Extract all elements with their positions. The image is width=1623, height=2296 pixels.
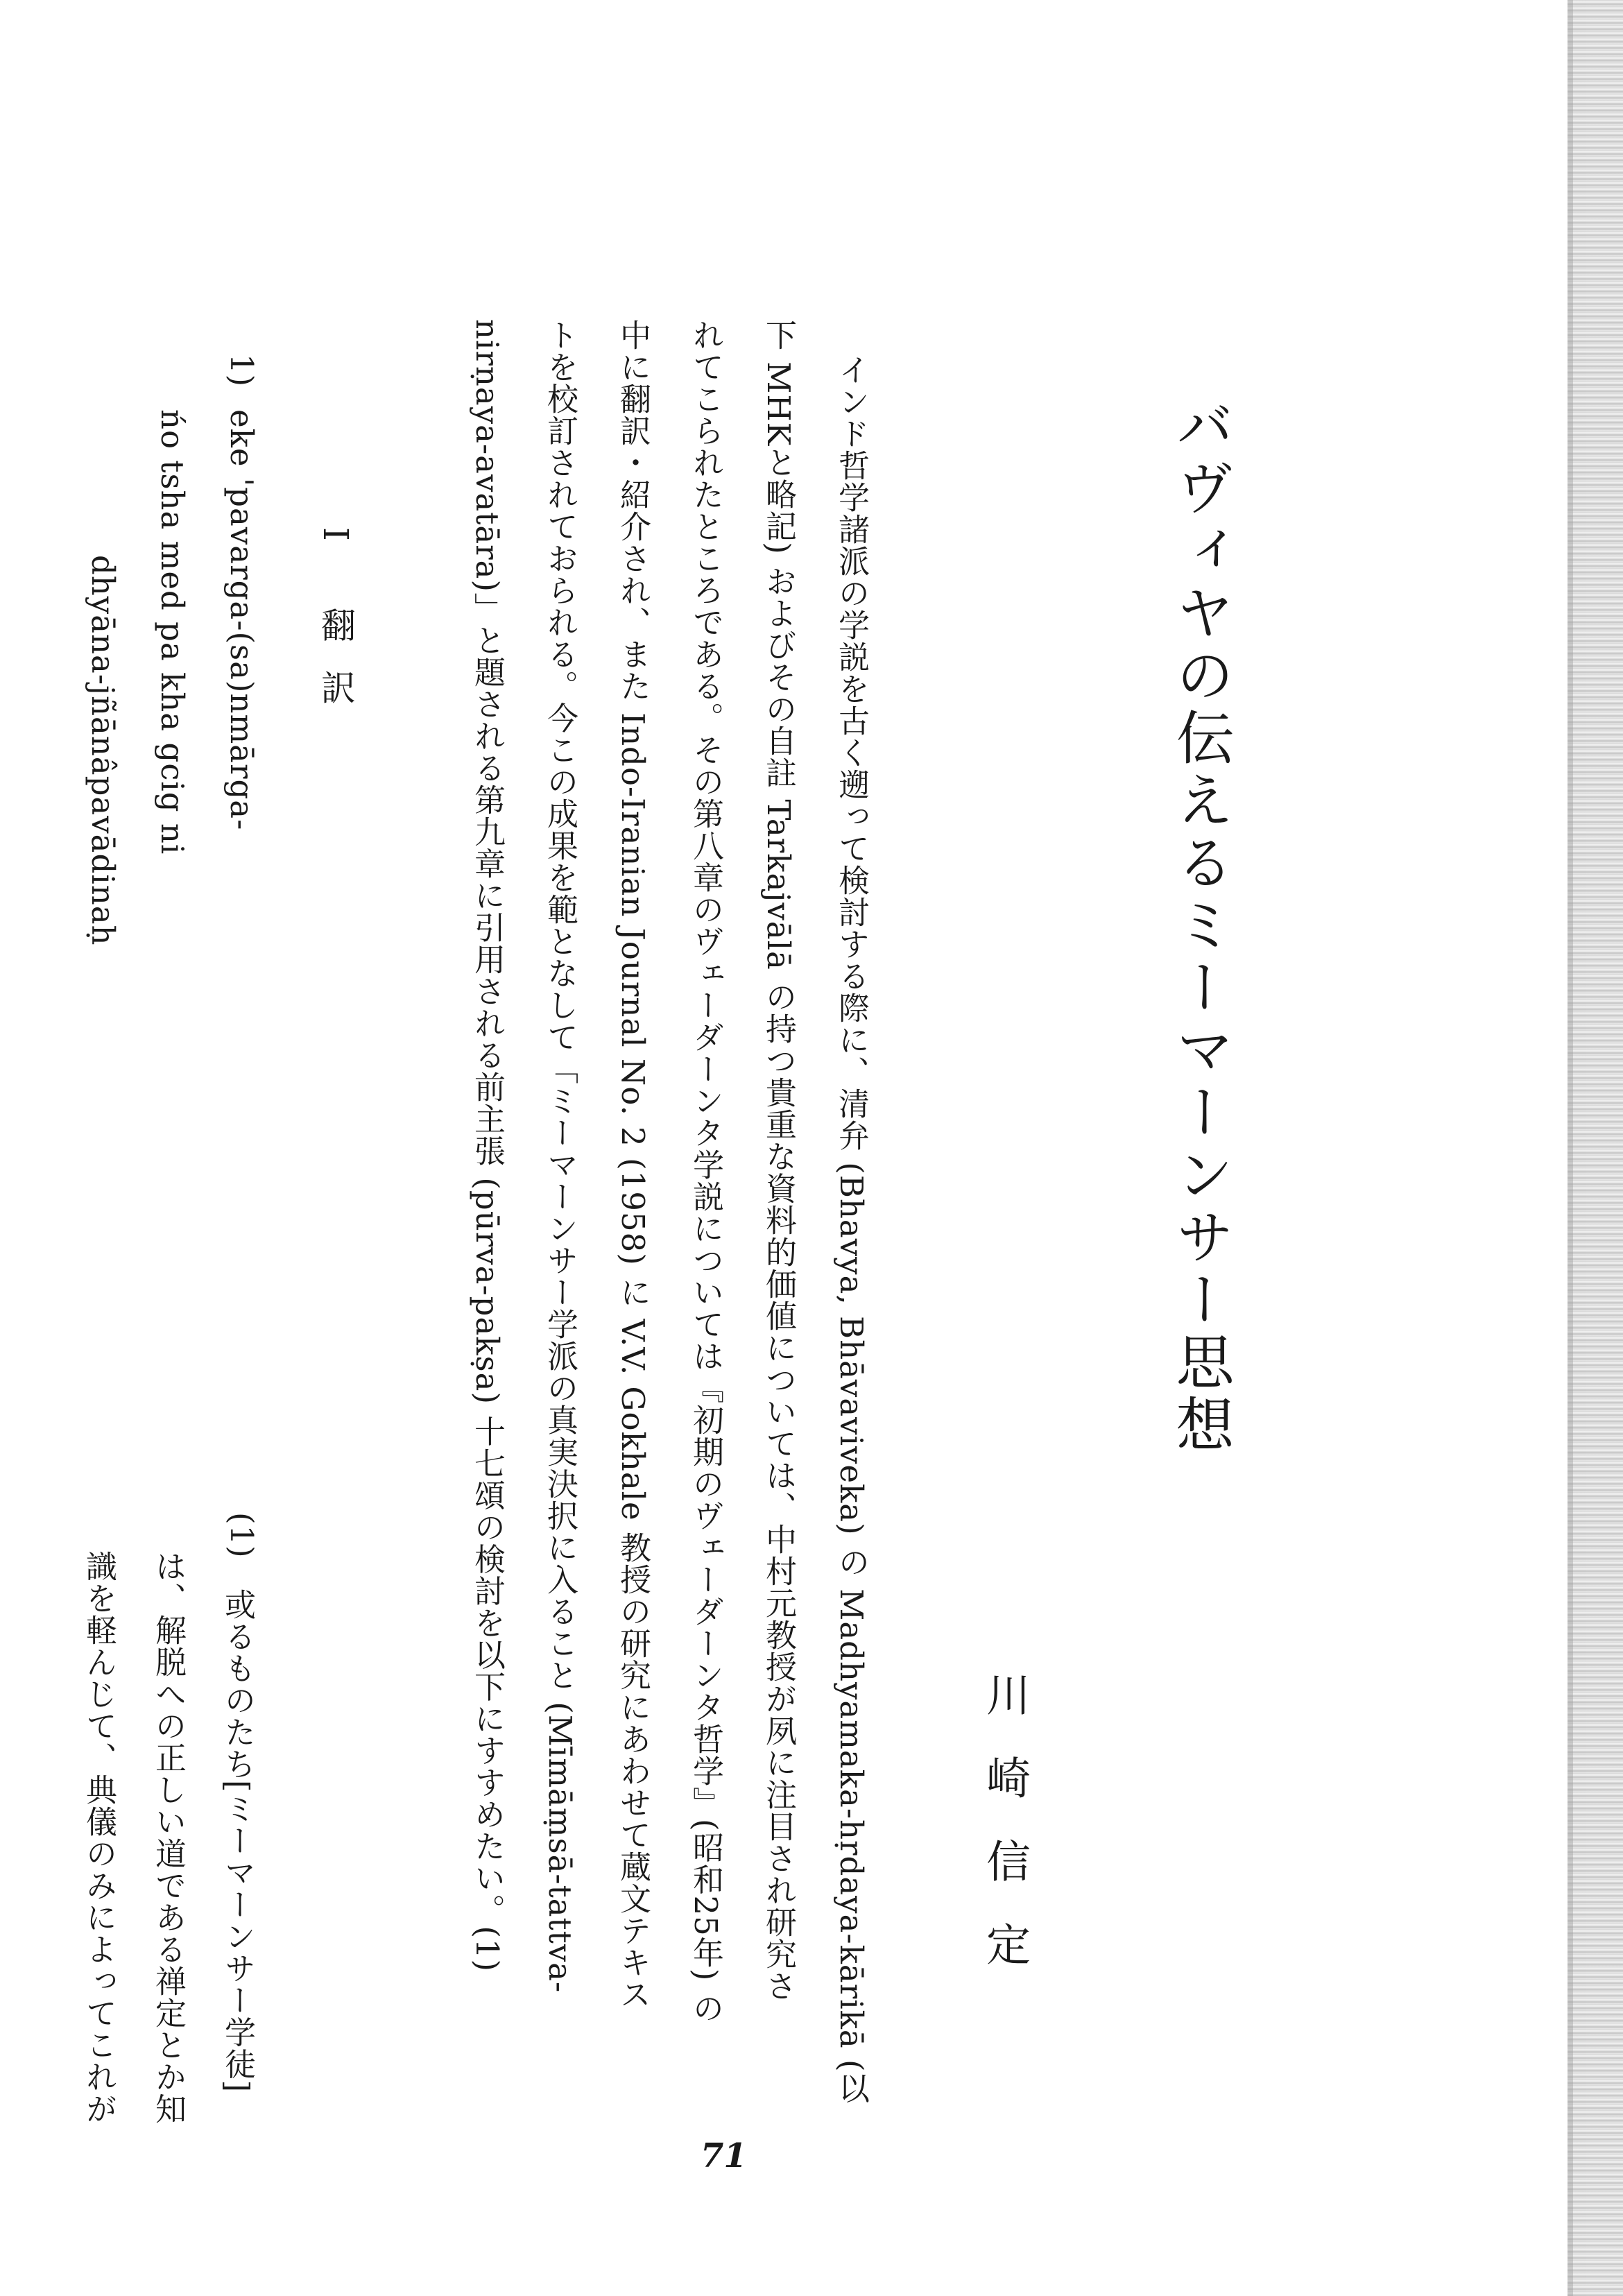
- intro-column-1: インド哲学諸派の学説を古く遡って検討する際に、清弁 (Bhavya, Bhāvaviveka) の Madhyamaka-hṛdaya-kārikā (以: [833, 354, 870, 2105]
- intro-column-5: トを校訂されておられる。今この成果を範となして「ミーマーンサー学派の真実決択に入ること (Mīmāṃsā-tattva-: [542, 319, 578, 1994]
- author-name: 川崎信定: [979, 1672, 1030, 2005]
- scan-binding-edge: [1568, 0, 1623, 2296]
- translation-line-3: 識を軽んじて、典儀のみによってこれが: [80, 1550, 117, 2125]
- verse-sanskrit-line-2: dhyāna-jñānâpavādinaḥ: [85, 555, 121, 946]
- translation-line-2: は、解脱への正しい道である禅定とか知: [150, 1550, 187, 2125]
- intro-column-6: nirṇaya-avatāra)」と題される第九章に引用される前主張 (pūrva-pakṣa) 十七頌の検討を以下にすすめたい。(1): [469, 319, 506, 1973]
- intro-column-2: 下 MHKと略記) およびその自註 Tarkajvālā の持つ貴重な資料的価値については、中村元教授が夙に注目され研究さ: [760, 319, 797, 2003]
- verse-number: 1): [223, 354, 260, 388]
- section-heading: I 翻訳: [316, 527, 356, 733]
- verse-sanskrit-line-1: eke 'pavarga-(sa)nmārga-: [223, 409, 260, 831]
- verse-tibetan-line: ńo tsha med pa kha gcig ni: [154, 409, 191, 855]
- page-number: 71: [701, 2136, 747, 2175]
- translation-line-1: 或るものたち[ミーマーンサー学徒]: [219, 1588, 256, 2093]
- paper-title: バヴィヤの伝えるミーマーンサー思想: [1167, 395, 1235, 1457]
- intro-column-4: 中に翻訳・紹介され、また Indo-Iranian Journal No. 2 (1958) に V.V. Gokhale 教授の研究にあわせて蔵文テキス: [615, 319, 651, 2010]
- intro-column-3: れてこられたところである。その第八章のヴェーダーンタ学説については『初期のヴェーダーンタ哲学』(昭和25年) の: [687, 319, 724, 2024]
- translation-number: (1): [223, 1512, 260, 1559]
